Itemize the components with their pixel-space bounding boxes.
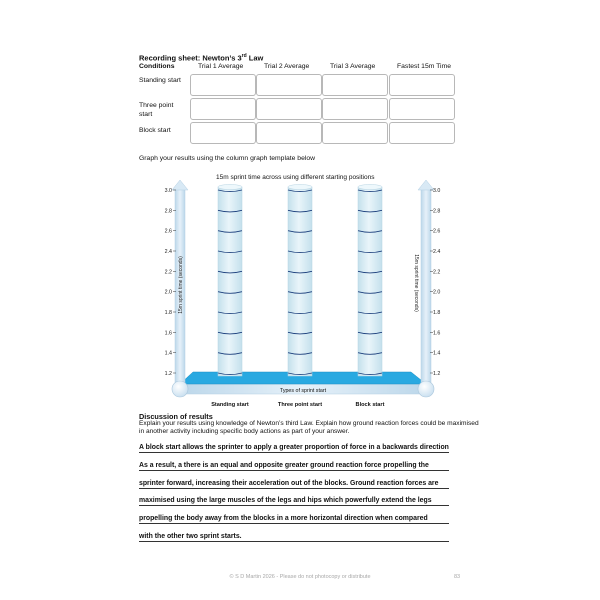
copyright-footer: © S D Martin 2026 - Please do not photocopy or distribute (229, 574, 371, 580)
tick-label-right: 3.0 (433, 188, 441, 194)
category-label: Block start (355, 402, 385, 408)
category-label: Three point start (277, 402, 323, 408)
tick-label-left: 1.2 (164, 371, 172, 377)
answer-line-3[interactable]: sprinter forward, increasing their acceleration out of the blocks. Ground reaction forces are (139, 480, 449, 489)
corner-ball-right (418, 381, 434, 397)
column-top-3 (358, 185, 382, 190)
answer-line-5[interactable]: propelling the body away from the blocks in a more horizontal direction when compared (139, 515, 449, 524)
column-header-trial-3: Trial 3 Average (330, 63, 376, 70)
tick-label-left: 2.0 (164, 289, 172, 296)
column-header-fastest: Fastest 15m Time (397, 63, 452, 70)
y-axis-right (421, 188, 431, 388)
discussion-heading: Discussion of results (139, 412, 213, 421)
tick-label-left: 2.4 (164, 249, 172, 255)
tick-label-right: 2.2 (433, 269, 441, 276)
tick-label-left: 3.0 (164, 188, 172, 194)
tick-label-left: 2.8 (164, 208, 172, 215)
category-label: Standing start (211, 402, 249, 408)
tick-label-right: 1.4 (433, 350, 441, 357)
tick-label-left: 1.8 (164, 310, 172, 316)
tick-label-left: 2.6 (164, 228, 172, 235)
y-axis-title-left: 15m sprint time (seconds) (178, 256, 184, 314)
y-axis-left-arrow-icon (172, 180, 188, 190)
column-3 (358, 187, 382, 376)
row-label-three-point: Three point start (139, 102, 174, 118)
tick-label-right: 1.2 (433, 371, 441, 377)
column-header-trial-2: Trial 2 Average (264, 63, 310, 70)
y-axis-right-arrow-icon (418, 180, 434, 190)
tick-label-right: 2.0 (433, 289, 441, 296)
sheet-title: Recording sheet: Newton’s 3rd Law (139, 53, 264, 63)
answer-line-6[interactable]: with the other two sprint starts. (139, 533, 449, 542)
tick-label-left: 2.2 (164, 269, 172, 276)
answer-line-4[interactable]: maximised using the large muscles of the legs and hips which powerfully extend the legs (139, 497, 449, 506)
corner-ball-left (172, 381, 188, 397)
tick-label-right: 2.4 (433, 249, 441, 255)
tick-label-right: 2.8 (433, 208, 441, 215)
answer-line-1[interactable]: A block start allows the sprinter to apply a greater proportion of force in a backwards direction (139, 444, 449, 451)
tick-label-left: 1.6 (164, 330, 172, 337)
tick-label-left: 1.4 (164, 350, 172, 357)
column-top-2 (288, 185, 312, 190)
answer-line-2[interactable]: As a result, a there is an equal and opposite greater ground reaction force propelling the (139, 462, 449, 471)
x-axis-title: Types of sprint start (279, 388, 327, 394)
row-label-block: Block start (139, 127, 171, 134)
tick-label-right: 1.8 (433, 310, 441, 316)
column-top-1 (218, 185, 242, 190)
row-label-standing: Standing start (139, 77, 181, 84)
column-header-trial-1: Trial 1 Average (198, 63, 244, 70)
tick-label-right: 1.6 (433, 330, 441, 337)
discussion-prompt: Explain your results using knowledge of Newton’s third Law. Explain how ground reaction forces could be maximised in another activity including specific body actions as part of your answer. (139, 420, 479, 435)
graph-instruction: Graph your results using the column graph template below (139, 155, 316, 162)
chart-title: 15m sprint time across using different starting positions (216, 174, 375, 181)
y-axis-title-right: 15m sprint time (seconds) (413, 254, 419, 312)
tick-label-right: 2.6 (433, 228, 441, 235)
column-1 (218, 187, 242, 376)
column-2 (288, 187, 312, 376)
page-number: 83 (454, 574, 461, 580)
column-header-conditions: Conditions (139, 63, 175, 70)
